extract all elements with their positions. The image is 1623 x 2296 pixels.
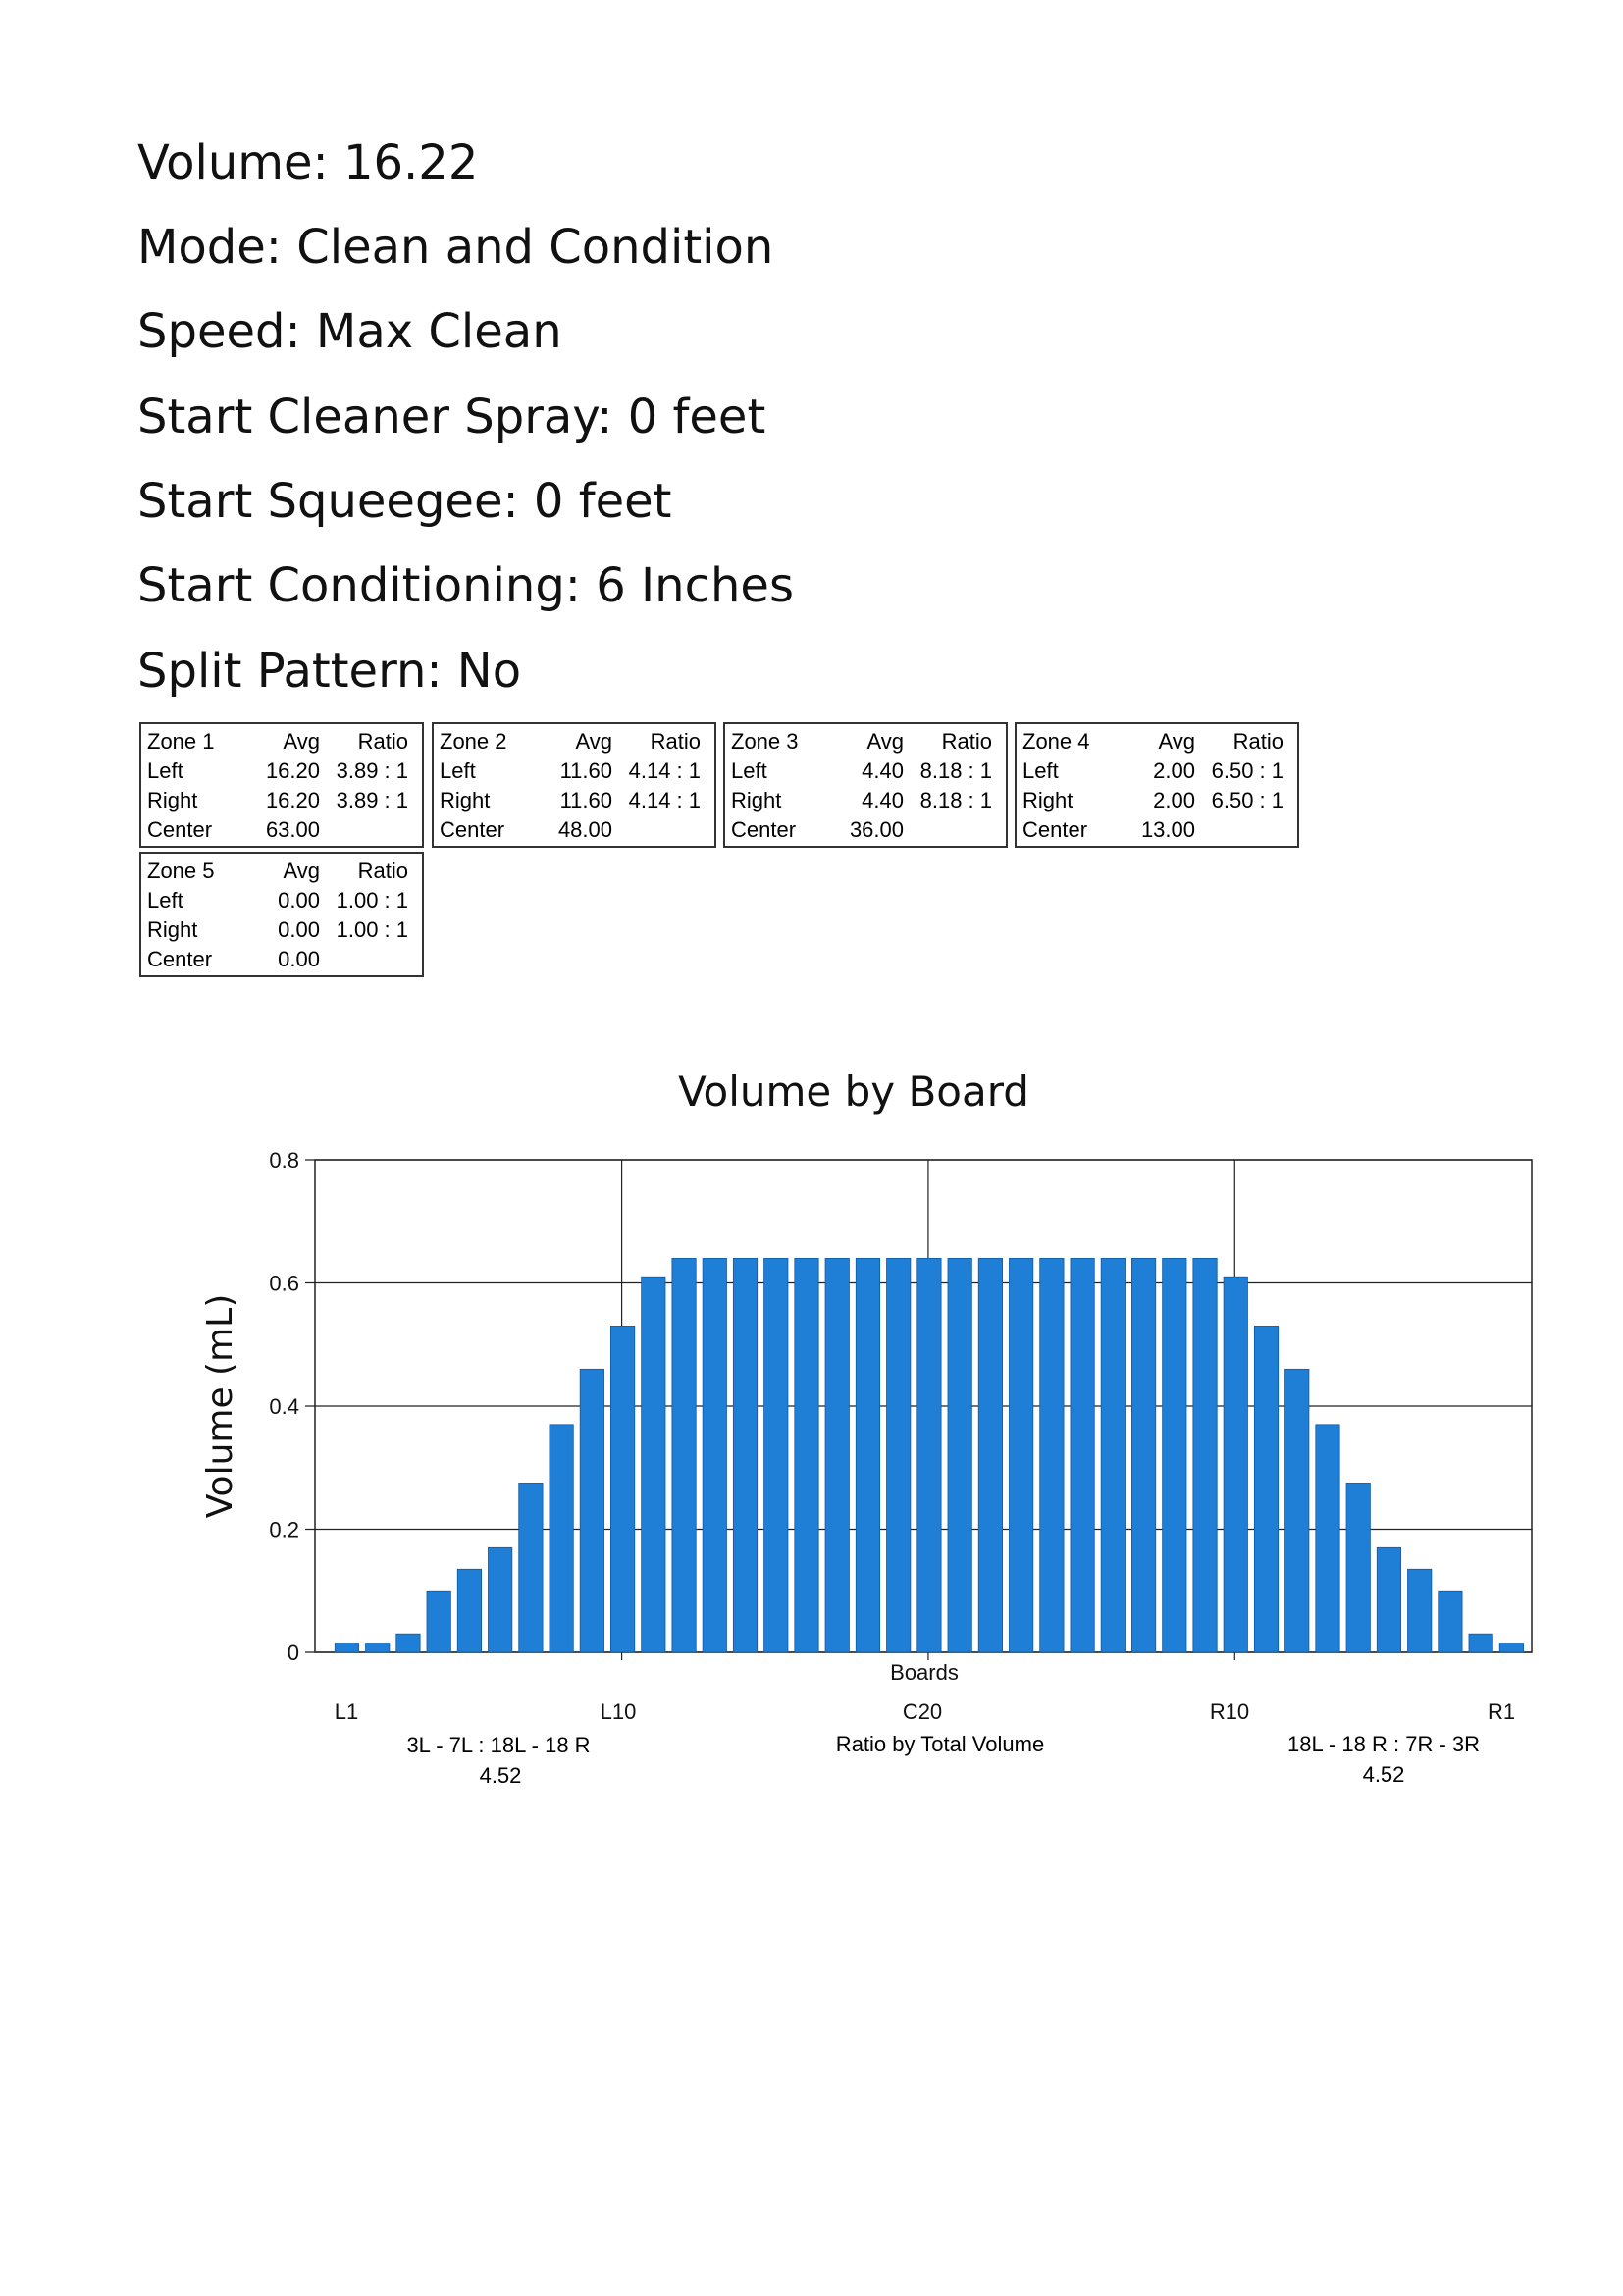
right-avg: 16.20 — [265, 788, 320, 812]
left-ratio: 6.50 : 1 — [1211, 758, 1283, 783]
left-avg: 11.60 — [559, 758, 612, 783]
board-label: L10 — [600, 1699, 637, 1724]
bar — [703, 1258, 726, 1652]
zone-name: Zone 2 — [440, 729, 507, 754]
bar — [457, 1569, 481, 1652]
bar — [795, 1258, 818, 1652]
bar — [550, 1425, 573, 1652]
bar — [1163, 1258, 1186, 1652]
ratio-header: Ratio — [650, 729, 701, 754]
left-avg: 4.40 — [862, 758, 904, 783]
right-label: Right — [731, 788, 782, 812]
right-avg: 4.40 — [862, 788, 904, 812]
start-conditioning-setting: Start Conditioning: 6 Inches — [137, 558, 794, 613]
bar — [1009, 1258, 1032, 1652]
right-ratio: 4.14 : 1 — [628, 788, 701, 812]
bar — [1377, 1547, 1400, 1652]
right-label: Right — [147, 788, 198, 812]
y-tick-label: 0.6 — [269, 1271, 299, 1296]
center-label: Center — [1022, 817, 1088, 842]
bar — [1499, 1644, 1523, 1652]
bar — [366, 1644, 390, 1652]
bar — [1316, 1425, 1339, 1652]
ratio-header: Ratio — [941, 729, 992, 754]
zone-name: Zone 1 — [147, 729, 215, 754]
zone-name: Zone 5 — [147, 859, 215, 883]
left-ratio: 8.18 : 1 — [919, 758, 992, 783]
bar — [1439, 1591, 1462, 1652]
bar — [1131, 1258, 1155, 1652]
right-ratio: 6.50 : 1 — [1211, 788, 1283, 812]
left-avg: 2.00 — [1153, 758, 1195, 783]
left-label: Left — [147, 888, 183, 913]
ratio-header: Ratio — [357, 729, 408, 754]
bar — [642, 1277, 665, 1652]
board-label: L1 — [334, 1699, 359, 1724]
ratio-header: Ratio — [357, 859, 408, 883]
ratio-header: Ratio — [1232, 729, 1283, 754]
avg-header: Avg — [1158, 729, 1195, 754]
bar — [1101, 1258, 1125, 1652]
right-avg: 0.00 — [278, 917, 320, 942]
bar — [856, 1258, 879, 1652]
center-label: Center — [147, 947, 213, 971]
bar — [764, 1258, 788, 1652]
bar — [1346, 1483, 1370, 1652]
left-ratio: 3.89 : 1 — [336, 758, 408, 783]
zone-name: Zone 3 — [731, 729, 799, 754]
left-label: Left — [1022, 758, 1059, 783]
right-ratio: 3.89 : 1 — [336, 788, 408, 812]
footer-center-label: Ratio by Total Volume — [835, 1732, 1045, 1756]
avg-header: Avg — [283, 859, 320, 883]
footer-right-ratio-label: 18L - 18 R : 7R - 3R — [1286, 1732, 1481, 1756]
start-squeegee-setting: Start Squeegee: 0 feet — [137, 474, 672, 529]
mode-setting: Mode: Clean and Condition — [137, 220, 774, 275]
bar — [733, 1258, 757, 1652]
bar — [1224, 1277, 1247, 1652]
bar — [825, 1258, 849, 1652]
bar — [396, 1634, 420, 1652]
split-pattern-setting: Split Pattern: No — [137, 644, 522, 699]
bar — [488, 1547, 511, 1652]
bar — [978, 1258, 1002, 1652]
right-avg: 11.60 — [559, 788, 612, 812]
footer-right-ratio-value: 4.52 — [1362, 1762, 1405, 1787]
right-avg: 2.00 — [1153, 788, 1195, 812]
speed-setting: Speed: Max Clean — [137, 304, 562, 359]
bar — [1071, 1258, 1094, 1652]
left-avg: 16.20 — [265, 758, 320, 783]
y-tick-label: 0.8 — [269, 1148, 299, 1173]
avg-header: Avg — [283, 729, 320, 754]
center-label: Center — [440, 817, 505, 842]
right-label: Right — [1022, 788, 1073, 812]
left-ratio: 4.14 : 1 — [628, 758, 701, 783]
y-tick-label: 0 — [287, 1641, 299, 1665]
bar — [427, 1591, 450, 1652]
bar — [917, 1258, 941, 1652]
bar — [1040, 1258, 1064, 1652]
right-ratio: 8.18 : 1 — [919, 788, 992, 812]
center-avg: 48.00 — [557, 817, 612, 842]
right-label: Right — [147, 917, 198, 942]
board-label: R10 — [1209, 1699, 1250, 1724]
right-label: Right — [440, 788, 491, 812]
bar — [672, 1258, 696, 1652]
center-avg: 36.00 — [849, 817, 904, 842]
bar — [335, 1644, 358, 1652]
bar — [1285, 1369, 1309, 1652]
footer-left-ratio-label: 3L - 7L : 18L - 18 R — [406, 1733, 591, 1757]
footer-left-ratio-value: 4.52 — [479, 1763, 522, 1788]
volume-setting: Volume: 16.22 — [137, 135, 479, 190]
left-label: Left — [731, 758, 767, 783]
bar — [1254, 1326, 1278, 1652]
avg-header: Avg — [575, 729, 612, 754]
board-label: C20 — [902, 1699, 943, 1724]
center-avg: 13.00 — [1140, 817, 1195, 842]
right-ratio: 1.00 : 1 — [336, 917, 408, 942]
left-avg: 0.00 — [278, 888, 320, 913]
zone-name: Zone 4 — [1022, 729, 1090, 754]
avg-header: Avg — [866, 729, 904, 754]
left-ratio: 1.00 : 1 — [336, 888, 408, 913]
bar — [948, 1258, 971, 1652]
y-tick-label: 0.2 — [269, 1517, 299, 1542]
bar — [580, 1369, 603, 1652]
bar — [1193, 1258, 1217, 1652]
center-avg: 63.00 — [265, 817, 320, 842]
y-axis-label: Volume (mL) — [200, 1293, 240, 1519]
bar — [887, 1258, 911, 1652]
start-cleaner-spray-setting: Start Cleaner Spray: 0 feet — [137, 390, 766, 444]
center-label: Center — [731, 817, 797, 842]
x-axis-label: Boards — [890, 1660, 959, 1685]
center-avg: 0.00 — [278, 947, 320, 971]
left-label: Left — [440, 758, 476, 783]
bar — [1408, 1569, 1432, 1652]
bar — [1469, 1634, 1492, 1652]
chart-title: Volume by Board — [678, 1068, 1029, 1116]
bar — [519, 1483, 543, 1652]
board-label: R1 — [1487, 1699, 1516, 1724]
bar — [610, 1326, 634, 1652]
center-label: Center — [147, 817, 213, 842]
left-label: Left — [147, 758, 183, 783]
y-tick-label: 0.4 — [269, 1394, 299, 1419]
